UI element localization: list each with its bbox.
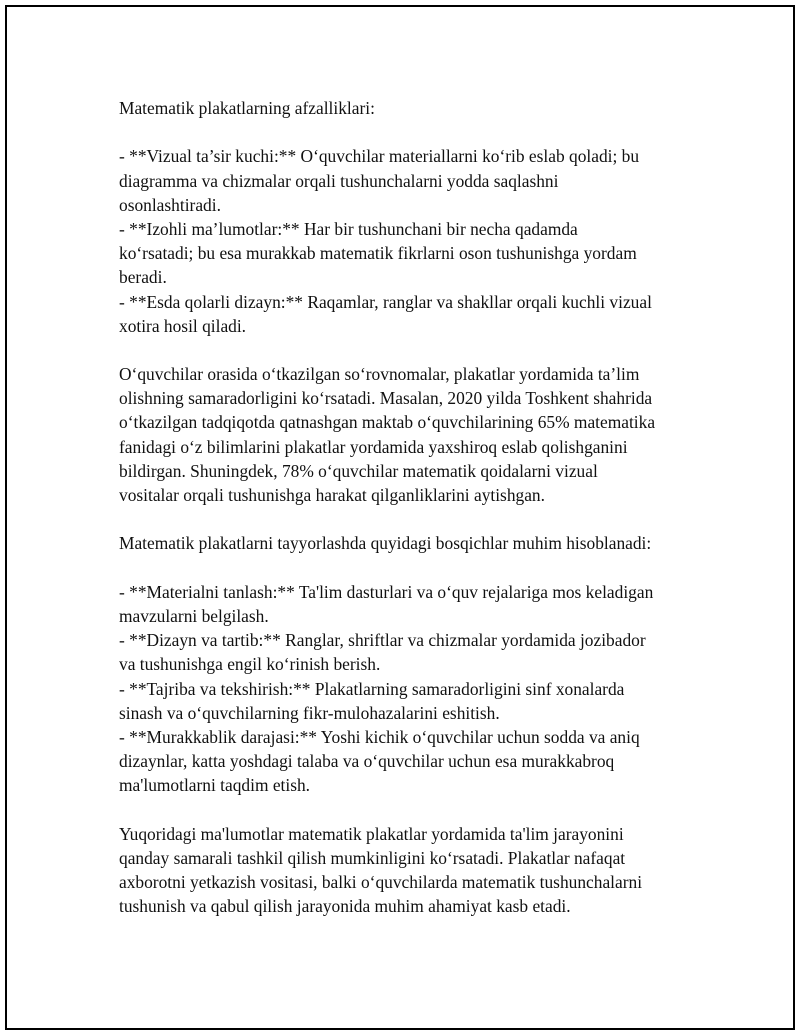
text-line: qanday samarali tashkil qilish mumkinligini ko‘rsatadi. Plakatlar nafaqat [119,847,626,868]
text-line: osonlashtiradi. [119,194,221,215]
text-line: ma'lumotlarni taqdim etish. [119,775,311,796]
text-line: ko‘rsatadi; bu esa murakkab matematik fikrlarni oson tushunishga yordam [119,243,637,264]
text-line: - **Vizual ta’sir kuchi:** O‘quvchilar materiallarni ko‘rib eslab qoladi; bu [119,146,640,167]
blank-line [119,507,699,531]
blank-line [119,338,699,362]
text-line: diagramma va chizmalar orqali tushunchalarni yodda saqlashni [119,170,559,191]
document-page [5,5,795,1030]
text-line: va tushunishga engil ko‘rinish berish. [119,654,381,675]
text-line: Matematik plakatlarning afzalliklari: [119,98,375,118]
text-line: O‘quvchilar orasida o‘tkazilgan so‘rovnomalar, plakatlar yordamida ta’lim [119,364,640,385]
blank-line [119,797,699,821]
text-line: Yuqoridagi ma'lumotlar matematik plakatlar yordamida ta'lim jarayonini [119,823,624,844]
text-line: mavzularni belgilash. [119,605,269,626]
text-line: - **Tajriba va tekshirish:** Plakatlarning samaradorligini sinf xonalarda [119,678,625,699]
text-line: - **Murakkablik darajasi:** Yoshi kichik o‘quvchilar uchun sodda va aniq [119,726,640,747]
text-line: vositalar orqali tushunishga harakat qilganliklarini aytishgan. [119,485,545,505]
text-line: Matematik plakatlarni tayyorlashda quyidagi bosqichlar muhim hisoblanadi: [119,533,652,554]
text-line: beradi. [119,267,167,288]
text-line: bildirgan. Shuningdek, 78% o‘quvchilar matematik qoidalarni vizual [119,460,598,481]
text-line: axborotni yetkazish vositasi, balki o‘quvchilarda matematik tushunchalarni [119,872,643,892]
text-line: sinash va o‘quvchilarning fikr-mulohazalarini eshitish. [119,702,500,723]
text-line: - **Materialni tanlash:** Ta'lim dasturlari va o‘quv rejalariga mos keladigan [119,581,654,602]
text-line: tushunish va qabul qilish jarayonida muhim ahamiyat kasb etadi. [119,896,571,917]
text-line: - **Esda qolarli dizayn:** Raqamlar, ranglar va shakllar orqali kuchli vizual [119,291,652,312]
text-line: o‘tkazilgan tadqiqotda qatnashgan maktab o‘quvchilarining 65% matematika [119,412,656,433]
document-body [119,96,699,918]
text-line: - **Izohli ma’lumotlar:** Har bir tushunchani bir necha qadamda [119,218,578,239]
text-line: - **Dizayn va tartib:** Ranglar, shriftlar va chizmalar yordamida jozibador [119,630,646,651]
text-line: olishning samaradorligini ko‘rsatadi. Masalan, 2020 yilda Toshkent shahrida [119,388,653,409]
text-line: dizaynlar, katta yoshdagi talaba va o‘quvchilar uchun esa murakkabroq [119,751,615,772]
text-line: fanidagi o‘z bilimlarini plakatlar yordamida yaxshiroq eslab qolishganini [119,436,628,457]
blank-line [119,120,699,144]
blank-line [119,556,699,580]
text-line: xotira hosil qiladi. [119,315,247,336]
